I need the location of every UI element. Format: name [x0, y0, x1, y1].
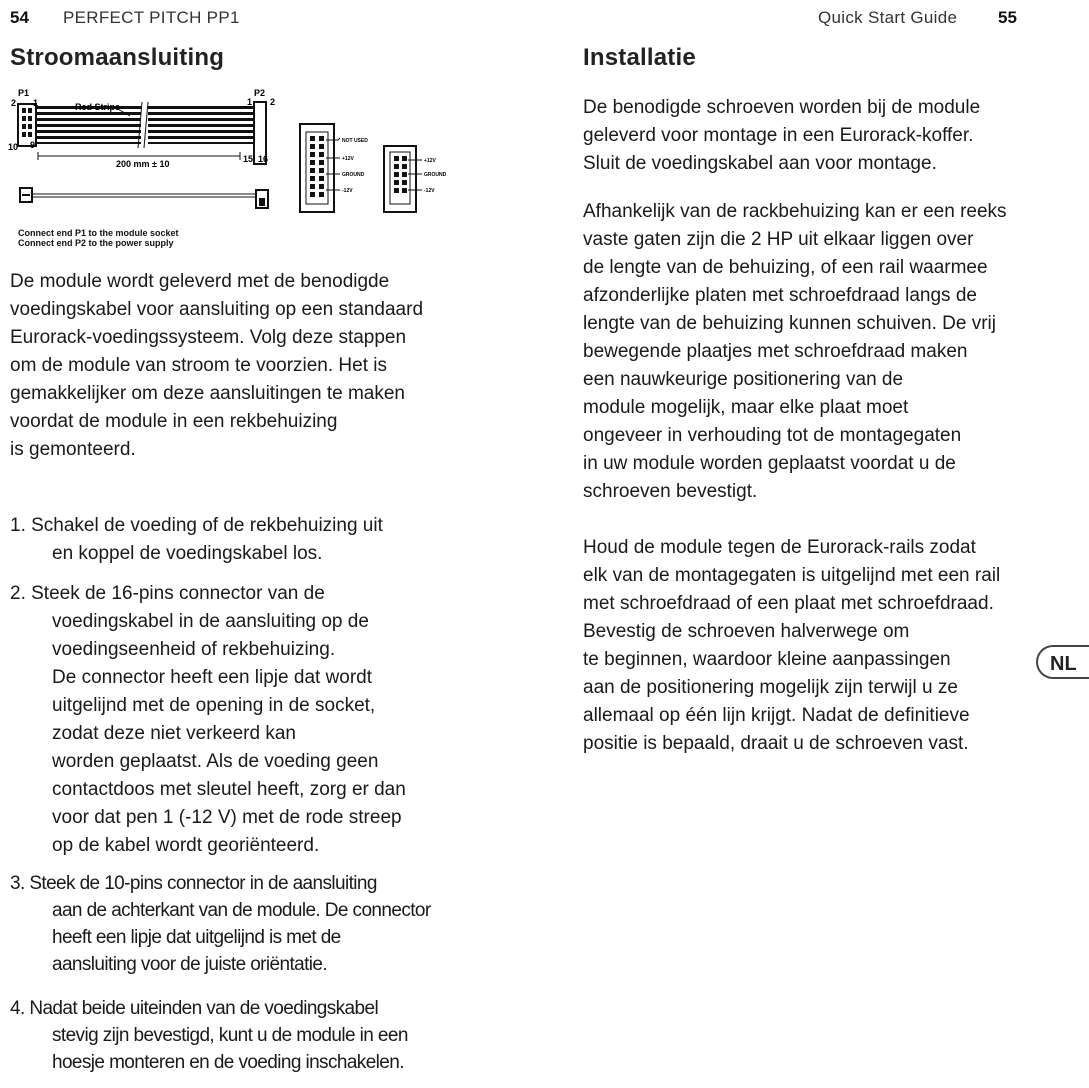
text-line: De module wordt geleverd met de benodigde — [10, 271, 390, 292]
step-1 — [10, 512, 450, 568]
svg-text:-12V: -12V — [342, 188, 353, 194]
p2-pin-1-label: 1 — [247, 97, 253, 107]
text-line: ongeveer in verhouding tot de montagegaten — [583, 425, 962, 446]
step-line: aan de achterkant van de module. De connector — [52, 900, 431, 921]
step-line: voor dat pen 1 (-12 V) met de rode streep — [52, 807, 402, 828]
p1-pin-9-label: 9 — [30, 140, 36, 150]
step-line: worden geplaatst. Als de voeding geen — [52, 751, 379, 772]
language-tab: NL — [1036, 645, 1089, 679]
step-line: zodat deze niet verkeerd kan — [52, 723, 296, 744]
text-line: voedingskabel voor aansluiting op een standaard — [10, 299, 424, 320]
cable-length-label: 200 mm ± 10 — [116, 159, 170, 169]
left-page-number: 54 — [10, 8, 29, 27]
text-line: afzonderlijke platen met schroefdraad langs de — [583, 285, 977, 306]
step-line: stevig zijn bevestigd, kunt u de module in een — [52, 1025, 408, 1046]
step-line: De connector heeft een lipje dat wordt — [52, 667, 373, 688]
text-line: elk van de montagegaten is uitgelijnd met een rail — [583, 565, 1001, 586]
text-line: Bevestig de schroeven halverwege om — [583, 621, 910, 642]
text-line: module mogelijk, maar elke plaat moet — [583, 397, 909, 418]
p2-pin-15-label: 15 — [243, 154, 254, 164]
text-line: vaste gaten zijn die 2 HP uit elkaar liggen over — [583, 229, 974, 250]
header-16-pin — [300, 124, 368, 212]
text-line: geleverd voor montage in een Eurorack-koffer. — [583, 125, 974, 146]
step-line: voedingskabel in de aansluiting op de — [52, 611, 369, 632]
svg-text:NOT USED: NOT USED — [342, 138, 368, 144]
left-intro-paragraph — [10, 268, 450, 464]
svg-text:GROUND: GROUND — [424, 172, 447, 178]
right-paragraph-2 — [583, 198, 1028, 506]
step-line: op de kabel wordt georiënteerd. — [52, 835, 320, 856]
text-line: allemaal op één lijn krijgt. Nadat de definitieve — [583, 705, 970, 726]
text-line: Houd de module tegen de Eurorack-rails zodat — [583, 537, 976, 558]
p2-pin-16-label: 16 — [258, 154, 269, 164]
right-paragraph-1 — [583, 94, 1028, 178]
svg-text:+12V: +12V — [424, 158, 436, 164]
text-line: positie is bepaald, draait u de schroeven vast. — [583, 733, 969, 754]
red-stripe-label: Red Stripe — [75, 102, 121, 112]
p2-pin-2-label: 2 — [270, 97, 276, 107]
step-line: heeft een lipje dat uitgelijnd is met de — [52, 927, 341, 948]
right-page-number: 55 — [998, 8, 1017, 27]
text-line: Sluit de voedingskabel aan voor montage. — [583, 153, 937, 174]
step-first-line: 2. Steek de 16-pins connector van de — [10, 583, 325, 604]
step-first-line: 4. Nadat beide uiteinden van de voedingskabel — [10, 998, 379, 1019]
step-first-line: 3. Steek de 10-pins connector in de aansluiting — [10, 873, 377, 894]
text-line: gemakkelijker om deze aansluitingen te maken — [10, 383, 405, 404]
step-3 — [10, 870, 450, 978]
left-running-title: PERFECT PITCH PP1 — [63, 8, 240, 27]
svg-text:+12V: +12V — [342, 156, 354, 162]
diagram-caption-line: Connect end P2 to the power supply — [18, 238, 174, 248]
p1-pin-2-label: 2 — [11, 98, 17, 108]
ribbon-cable-right — [148, 106, 254, 144]
step-2 — [10, 580, 450, 860]
right-paragraph-3 — [583, 534, 1028, 758]
p2-label: P2 — [254, 88, 266, 98]
p1-label: P1 — [18, 88, 30, 98]
text-line: Eurorack-voedingssysteem. Volg deze stappen — [10, 327, 407, 348]
text-line: met schroefdraad of een plaat met schroefdraad. — [583, 593, 994, 614]
step-line: voedingseenheid of rekbehuizing. — [52, 639, 336, 660]
text-line: in uw module worden geplaatst voordat u de — [583, 453, 956, 474]
text-line: te beginnen, waardoor kleine aanpassingen — [583, 649, 951, 670]
text-line: Afhankelijk van de rackbehuizing kan er een reeks — [583, 201, 1007, 222]
text-line: is gemonteerd. — [10, 439, 136, 460]
diagram-caption-line: Connect end P1 to the module socket — [18, 228, 179, 238]
text-line: De benodigde schroeven worden bij de module — [583, 97, 981, 118]
svg-text:GROUND: GROUND — [342, 172, 365, 178]
step-line: aansluiting voor de juiste oriëntatie. — [52, 954, 328, 975]
text-line: om de module van stroom te voorzien. Het is — [10, 355, 388, 376]
step-line: uitgelijnd met de opening in de socket, — [52, 695, 376, 716]
text-line: voordat de module in een rekbehuizing — [10, 411, 338, 432]
text-line: de lengte van de behuizing, of een rail waarmee — [583, 257, 988, 278]
step-line: contactdoos met sleutel heeft, zorg er dan — [52, 779, 406, 800]
step-first-line: 1. Schakel de voeding of de rekbehuizing uit — [10, 515, 383, 536]
text-line: bewegende plaatjes met schroefdraad maken — [583, 341, 968, 362]
step-4 — [10, 995, 450, 1076]
right-running-title: Quick Start Guide — [818, 8, 958, 27]
text-line: schroeven bevestigt. — [583, 481, 758, 502]
diagram-caption — [18, 228, 179, 248]
svg-text:-12V: -12V — [424, 188, 435, 194]
left-section-title: Stroomaansluiting — [10, 44, 225, 71]
step-line: en koppel de voedingskabel los. — [52, 543, 323, 564]
header-10-pin — [384, 146, 447, 212]
p1-pin-1-label: 1 — [33, 98, 39, 108]
power-cable-diagram — [8, 88, 458, 238]
p1-pin-10-label: 10 — [8, 142, 19, 152]
text-line: aan de positionering mogelijk zijn terwijl u ze — [583, 677, 958, 698]
text-line: een nauwkeurige positionering van de — [583, 369, 904, 390]
right-section-title: Installatie — [583, 44, 696, 71]
step-line: hoesje monteren en de voeding inschakelen. — [52, 1052, 404, 1073]
text-line: lengte van de behuizing kunnen schuiven. De vrij — [583, 313, 996, 334]
